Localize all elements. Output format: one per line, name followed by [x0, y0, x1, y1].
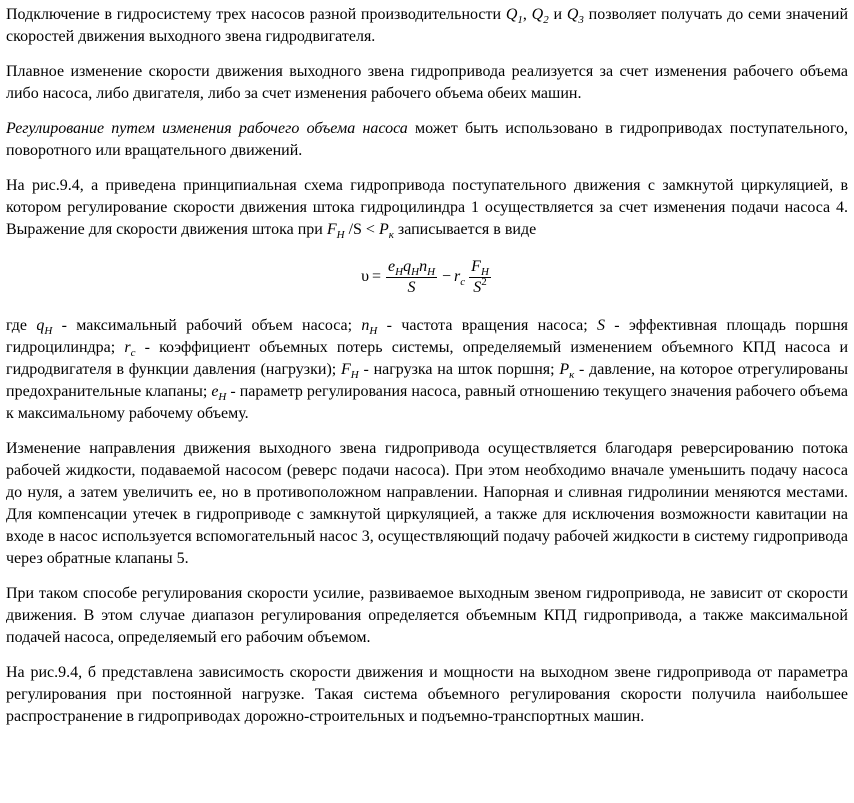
q2-symbol: $Q_2$ [531, 6, 549, 26]
p4-text-b: записывается в виде [393, 221, 537, 238]
fh-symbol-2: $F_H$ [341, 361, 359, 381]
formula-fraction-1-denominator: S [407, 278, 416, 296]
formula-fraction-2-numerator: $F_H$ [471, 257, 489, 278]
q1-symbol: $Q_1$ [505, 6, 523, 26]
paragraph-4: На рис.9.4, а приведена принципиальная схема гидропривода поступательного движения с замкнутой циркуляцией, в котором регулирование скорости движения штока гидроцилиндра 1 осуществляется за счет изменения подачи насоса 4. Выражение для скорости движения штока при $F_H$ $/S < P_к$ записывается в виде [6, 177, 848, 241]
formula-rc: $r_c$ [454, 268, 466, 288]
paragraph-5: где $q_H$ - максимальный рабочий объем насоса; $n_H$ - частота вращения насоса; S - эффективная площадь поршня гидроцилиндра; $r_c$ - коэффициент объемных потерь системы, определяемый изменением объемного КПД насоса и гидродвигателя в функции давления (нагрузки); $F_H$ - нагрузка на шток поршня; $P_к$ - давление, на которое отрегулированы предохранительные клапаны; $e_H$ - параметр регулирования насоса, равный отношению текущего значения рабочего объема к максимальному рабочему объему. [6, 317, 849, 422]
paragraph-1: Подключение в гидросистему трех насосов разной производительности $Q_1$, $Q_2$ и $Q_3$ позволяет получать до семи значений скоростей движения выходного звена гидродвигателя. [6, 6, 849, 45]
p1-text-b: позволяет получать до семи значений скоростей движения выходного звена гидродвигателя. [6, 6, 849, 45]
fh-symbol: $F_H$ [326, 221, 345, 241]
formula-lhs: υ [361, 268, 370, 285]
rc-symbol: $r_c$ [124, 339, 136, 359]
formula-fraction-2-denominator: $S^2$ [473, 275, 487, 296]
formula-minus: − [442, 268, 452, 285]
velocity-formula [6, 247, 848, 307]
paragraph-3 [6, 118, 848, 162]
pk-symbol-2: $P_к$ [559, 361, 575, 381]
q3-symbol: $Q_3$ [566, 6, 584, 26]
eh-symbol: $e_H$ [211, 383, 227, 403]
nh-symbol: $n_H$ [361, 317, 378, 337]
paragraph-7: При таком способе регулирования скорости усилие, развиваемое выходным звеном гидропривода, не зависит от скорости движения. В этом случае диапазон регулирования определяется объемным КПД гидропривода, а также максимальной подачей насоса, определяемый его рабочим объемом. [6, 585, 848, 646]
s-symbol: S [596, 317, 605, 334]
p3-italic-lead: Регулирование путем изменения рабочего объема насоса [6, 120, 408, 137]
p1-text-a: Подключение в гидросистему трех насосов разной производительности [6, 6, 506, 23]
paragraph-6: Изменение направления движения выходного звена гидропривода осуществляется благодаря реверсированию потока рабочей жидкости, подаваемой насосом (реверс подачи насоса). При этом необходимо вначале уменьшить подачу насоса до нуля, а затем увеличить ее, но в противоположном направлении. Напорная и сливная гидролинии меняются местами. Для компенсации утечек в гидроприводе с замкнутой циркуляцией, а также для исключения возможности кавитации на входе в насос используется вспомогательный насос 3, осуществляющий подачу рабочей жидкости в систему гидропривода через обратные клапаны 5. [6, 440, 848, 567]
formula-fraction-1 [386, 258, 437, 297]
formula-equals: = [372, 268, 382, 285]
paragraph-8: На рис.9.4, б представлена зависимость скорости движения и мощности на выходном звене гидропривода от параметра регулирования при постоянной нагрузке. Такая система объемного регулирования скорости получила наибольшее распространение в гидроприводах дорожно-строительных и подъемно-транспортных машин. [6, 664, 848, 725]
qh-symbol: $q_H$ [36, 317, 53, 337]
formula-fraction-2 [469, 258, 491, 297]
paragraph-2: Плавное изменение скорости движения выходного звена гидропривода реализуется за счет изменения рабочего объема либо насоса, либо двигателя, либо за счет изменения рабочего объема обеих машин. [6, 63, 848, 102]
formula-fraction-1-numerator: $e_Hq_Hn_H$ [388, 257, 436, 278]
p3-text: может быть использовано в гидроприводах поступательного, поворотного или вращательного движений. [6, 120, 848, 159]
pk-symbol: $P_к$ [378, 221, 394, 241]
p4-text-a: На рис.9.4, а приведена принципиальная схема гидропривода поступательного движения с замкнутой циркуляцией, в котором регулирование скорости движения штока гидроцилиндра 1 осуществляется за счет изменения подачи насоса 4. Выражение для скорости движения штока при [6, 177, 848, 238]
